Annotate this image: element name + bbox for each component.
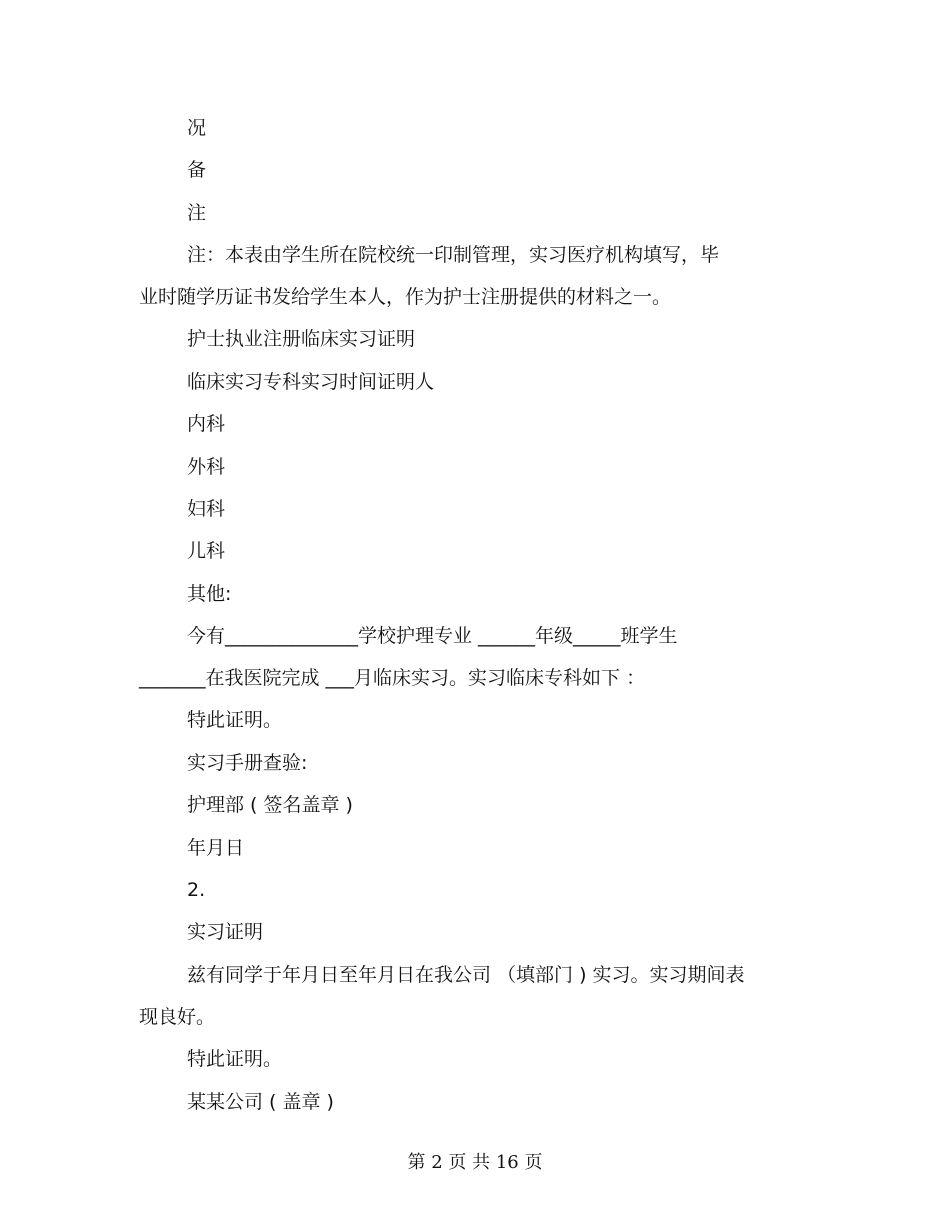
page-footer: 第 2 页 共 16 页 bbox=[407, 1152, 543, 1173]
text-line-kuang: 况 bbox=[187, 117, 207, 139]
hereby-certify-2: 特此证明。 bbox=[187, 1048, 283, 1070]
nursing-dept-signature: 护理部 ( 签名盖章 ) bbox=[187, 794, 353, 816]
note-paragraph-line-1: 注：本表由学生所在院校统一印制管理，实习医疗机构填写，毕 bbox=[187, 244, 720, 266]
internship-body-line-2: 现良好。 bbox=[139, 1006, 216, 1028]
section-title-nurse-certificate: 护士执业注册临床实习证明 bbox=[187, 328, 416, 350]
section-title-internship-certificate: 实习证明 bbox=[187, 921, 264, 943]
dept-gynecology: 妇科 bbox=[187, 498, 226, 520]
certificate-body-line-2: _______在我医院完成 ___月临床实习。实习临床专科如下 ： bbox=[139, 667, 646, 689]
certificate-body-line-1: 今有______________学校护理专业 ______年级_____班学生 bbox=[187, 625, 678, 647]
hereby-certify-1: 特此证明。 bbox=[187, 709, 283, 731]
handbook-check: 实习手册查验: bbox=[187, 752, 308, 774]
dept-pediatrics: 儿科 bbox=[187, 540, 226, 562]
text-line-bei: 备 bbox=[187, 159, 207, 181]
table-header-line: 临床实习专科实习时间证明人 bbox=[187, 371, 435, 393]
dept-surgery: 外科 bbox=[187, 456, 226, 478]
text-line-zhu: 注 bbox=[187, 202, 207, 224]
company-seal: 某某公司 ( 盖章 ) bbox=[187, 1091, 334, 1113]
dept-internal-medicine: 内科 bbox=[187, 413, 226, 435]
date-line-1: 年月日 bbox=[187, 837, 245, 859]
section-number-2: 2. bbox=[187, 879, 206, 901]
internship-body-line-1: 兹有同学于年月日至年月日在我公司 （填部门 ) 实习。实习期间表 bbox=[187, 964, 745, 986]
dept-other: 其他: bbox=[187, 583, 232, 605]
note-paragraph-line-2: 业时随学历证书发给学生本人，作为护士注册提供的材料之一。 bbox=[139, 286, 672, 308]
